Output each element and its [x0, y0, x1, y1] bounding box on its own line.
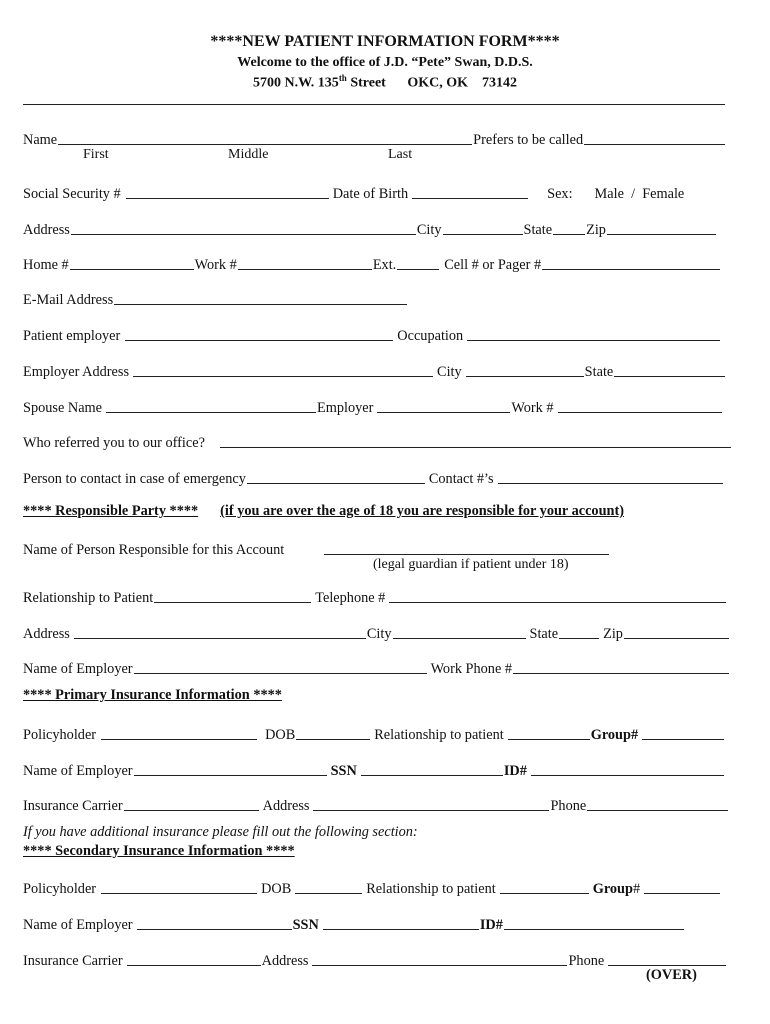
emergency-field[interactable]: [247, 482, 425, 484]
name-field[interactable]: [58, 143, 472, 145]
primary-group-label: Group#: [590, 726, 639, 743]
responsible-address-label: Address: [23, 625, 70, 642]
street-number: 5700 N.W. 135: [252, 75, 339, 91]
secondary-dob-label: DOB: [261, 880, 292, 897]
primary-insurance-heading: **** Primary Insurance Information ****: [23, 687, 282, 703]
secondary-carrier-field[interactable]: [127, 964, 261, 966]
secondary-intro: If you have additional insurance please fill out the following section:: [23, 824, 418, 840]
work-field[interactable]: [238, 268, 372, 270]
primary-phone-field[interactable]: [587, 809, 728, 811]
secondary-group-hash: #: [632, 880, 641, 897]
responsible-name-label: Name of Person Responsible for this Account: [23, 541, 285, 558]
over-note: (OVER): [646, 967, 697, 983]
responsible-party-heading: [23, 503, 624, 520]
work-phone-field[interactable]: [513, 672, 729, 674]
employer-address-field[interactable]: [133, 375, 433, 377]
name-row: [23, 127, 726, 147]
secondary-employer-label: Name of Employer: [23, 916, 133, 933]
spouse-field[interactable]: [106, 411, 316, 413]
prefers-field[interactable]: [584, 143, 725, 145]
employer-address-label: Employer Address: [23, 363, 130, 380]
primary-group-field[interactable]: [642, 738, 724, 740]
responsible-address-field[interactable]: [74, 637, 366, 639]
employer-row: [23, 323, 721, 343]
responsible-city-label: City: [366, 625, 392, 642]
work-label: Work #: [194, 256, 237, 273]
work-phone-label: Work Phone #: [430, 660, 513, 677]
phone-row: [23, 252, 721, 272]
primary-dob-field[interactable]: [296, 738, 370, 740]
office-address: [0, 73, 770, 92]
city-field[interactable]: [443, 233, 523, 235]
header-divider: [23, 104, 725, 105]
employer-label: Patient employer: [23, 327, 121, 344]
relationship-row: [23, 585, 727, 605]
secondary-relationship-field[interactable]: [500, 892, 589, 894]
primary-relationship-field[interactable]: [508, 738, 590, 740]
secondary-id-field[interactable]: [504, 928, 684, 930]
referred-label: Who referred you to our office?: [23, 434, 205, 451]
address-row: [23, 217, 717, 237]
primary-employer-row: [23, 758, 725, 778]
dob-label: Date of Birth: [332, 185, 409, 202]
responsible-address-row: [23, 621, 730, 641]
street-suffix: Street: [350, 75, 386, 91]
primary-policyholder-field[interactable]: [101, 738, 257, 740]
spouse-work-field[interactable]: [558, 411, 722, 413]
secondary-policyholder-field[interactable]: [101, 892, 257, 894]
primary-employer-field[interactable]: [134, 774, 327, 776]
spouse-row: [23, 395, 723, 415]
prefers-label: Prefers to be called: [473, 131, 584, 148]
city-state-zip: OKC, OK 73142: [407, 75, 517, 91]
primary-carrier-label: Insurance Carrier: [23, 797, 123, 814]
ssn-row: [23, 181, 684, 201]
secondary-id-label: ID#: [479, 916, 503, 933]
street-suffix-sup: th: [338, 73, 347, 83]
home-label: Home #: [23, 256, 69, 273]
responsible-employer-row: [23, 656, 730, 676]
primary-policyholder-label: Policyholder: [23, 726, 97, 743]
sex-options[interactable]: Male / Female: [594, 185, 685, 202]
primary-carrier-row: [23, 793, 729, 813]
secondary-phone-label: Phone: [568, 952, 605, 969]
employer-city-field[interactable]: [466, 375, 584, 377]
responsible-state-label: State: [529, 625, 559, 642]
relationship-label: Relationship to Patient: [23, 589, 154, 606]
cell-field[interactable]: [542, 268, 720, 270]
last-sublabel: Last: [388, 147, 413, 162]
zip-field[interactable]: [607, 233, 716, 235]
primary-id-field[interactable]: [531, 774, 724, 776]
emergency-label: Person to contact in case of emergency: [23, 470, 246, 487]
primary-phone-label: Phone: [550, 797, 587, 814]
first-sublabel: First: [83, 147, 109, 162]
secondary-carrier-label: Insurance Carrier: [23, 952, 123, 969]
spouse-employer-field[interactable]: [377, 411, 510, 413]
welcome-line: Welcome to the office of J.D. “Pete” Swan, D.D.S.: [237, 55, 533, 70]
employer-state-field[interactable]: [614, 375, 725, 377]
contact-field[interactable]: [498, 482, 723, 484]
primary-ssn-label: SSN: [330, 762, 357, 779]
secondary-insurance-heading: **** Secondary Insurance Information ****: [23, 843, 295, 859]
primary-ssn-field[interactable]: [361, 774, 503, 776]
responsible-city-field[interactable]: [393, 637, 526, 639]
secondary-address-label: Address: [261, 952, 309, 969]
cell-label: Cell # or Pager #: [444, 256, 542, 273]
dob-field[interactable]: [412, 197, 528, 199]
guardian-note: (legal guardian if patient under 18): [373, 557, 569, 572]
contact-label: Contact #’s: [428, 470, 494, 487]
referred-field[interactable]: [220, 446, 731, 448]
primary-carrier-field[interactable]: [124, 809, 259, 811]
responsible-name-row: [23, 537, 610, 557]
ext-label: Ext.: [372, 256, 397, 273]
email-field[interactable]: [114, 303, 407, 305]
secondary-ssn-label: SSN: [292, 916, 319, 933]
state-field[interactable]: [553, 233, 585, 235]
secondary-address-field[interactable]: [312, 964, 567, 966]
secondary-dob-field[interactable]: [295, 892, 362, 894]
secondary-policyholder-row: [23, 876, 721, 896]
primary-policyholder-row: [23, 722, 725, 742]
employer-city-label: City: [437, 363, 462, 380]
email-label: E-Mail Address: [23, 291, 114, 308]
spouse-work-label: Work #: [511, 399, 554, 416]
secondary-group-label: Group: [592, 880, 633, 897]
secondary-group-field[interactable]: [644, 892, 720, 894]
secondary-phone-field[interactable]: [608, 964, 726, 966]
primary-id-label: ID#: [503, 762, 527, 779]
primary-address-field[interactable]: [313, 809, 549, 811]
responsible-name-field[interactable]: [324, 553, 609, 555]
ssn-label: Social Security #: [23, 185, 121, 202]
city-label: City: [416, 221, 442, 238]
spouse-employer-label: Employer: [317, 399, 374, 416]
responsible-state-field[interactable]: [559, 637, 599, 639]
sex-label: Sex:: [547, 185, 573, 202]
secondary-policyholder-label: Policyholder: [23, 880, 97, 897]
secondary-employer-field[interactable]: [137, 928, 292, 930]
address-field[interactable]: [71, 233, 416, 235]
responsible-employer-label: Name of Employer: [23, 660, 133, 677]
employer-field[interactable]: [125, 339, 393, 341]
form-title: ****NEW PATIENT INFORMATION FORM****: [210, 33, 560, 50]
emergency-row: [23, 466, 724, 486]
secondary-relationship-label: Relationship to patient: [366, 880, 496, 897]
occupation-label: Occupation: [397, 327, 464, 344]
spouse-label: Spouse Name: [23, 399, 103, 416]
relationship-field[interactable]: [154, 601, 311, 603]
secondary-employer-row: [23, 912, 685, 932]
middle-sublabel: Middle: [228, 147, 269, 162]
telephone-label: Telephone #: [315, 589, 386, 606]
primary-relationship-label: Relationship to patient: [374, 726, 504, 743]
responsible-heading-text: **** Responsible Party ****: [23, 503, 199, 519]
address-label: Address: [23, 221, 70, 238]
telephone-field[interactable]: [389, 601, 726, 603]
occupation-field[interactable]: [467, 339, 720, 341]
primary-dob-label: DOB: [265, 726, 296, 743]
employer-address-row: [23, 359, 726, 379]
primary-employer-label: Name of Employer: [23, 762, 133, 779]
name-label: Name: [23, 131, 58, 148]
secondary-carrier-row: [23, 948, 727, 968]
secondary-ssn-field[interactable]: [323, 928, 479, 930]
responsible-zip-label: Zip: [603, 625, 623, 642]
referred-row: [23, 430, 732, 450]
state-label: State: [523, 221, 553, 238]
zip-label: Zip: [586, 221, 606, 238]
ssn-field[interactable]: [126, 197, 329, 199]
responsible-note: (if you are over the age of 18 you are responsible for your account): [220, 503, 624, 519]
responsible-zip-field[interactable]: [624, 637, 729, 639]
ext-field[interactable]: [397, 268, 439, 270]
email-row: [23, 287, 408, 307]
primary-address-label: Address: [262, 797, 310, 814]
responsible-employer-field[interactable]: [134, 672, 427, 674]
employer-state-label: State: [584, 363, 614, 380]
home-field[interactable]: [70, 268, 194, 270]
